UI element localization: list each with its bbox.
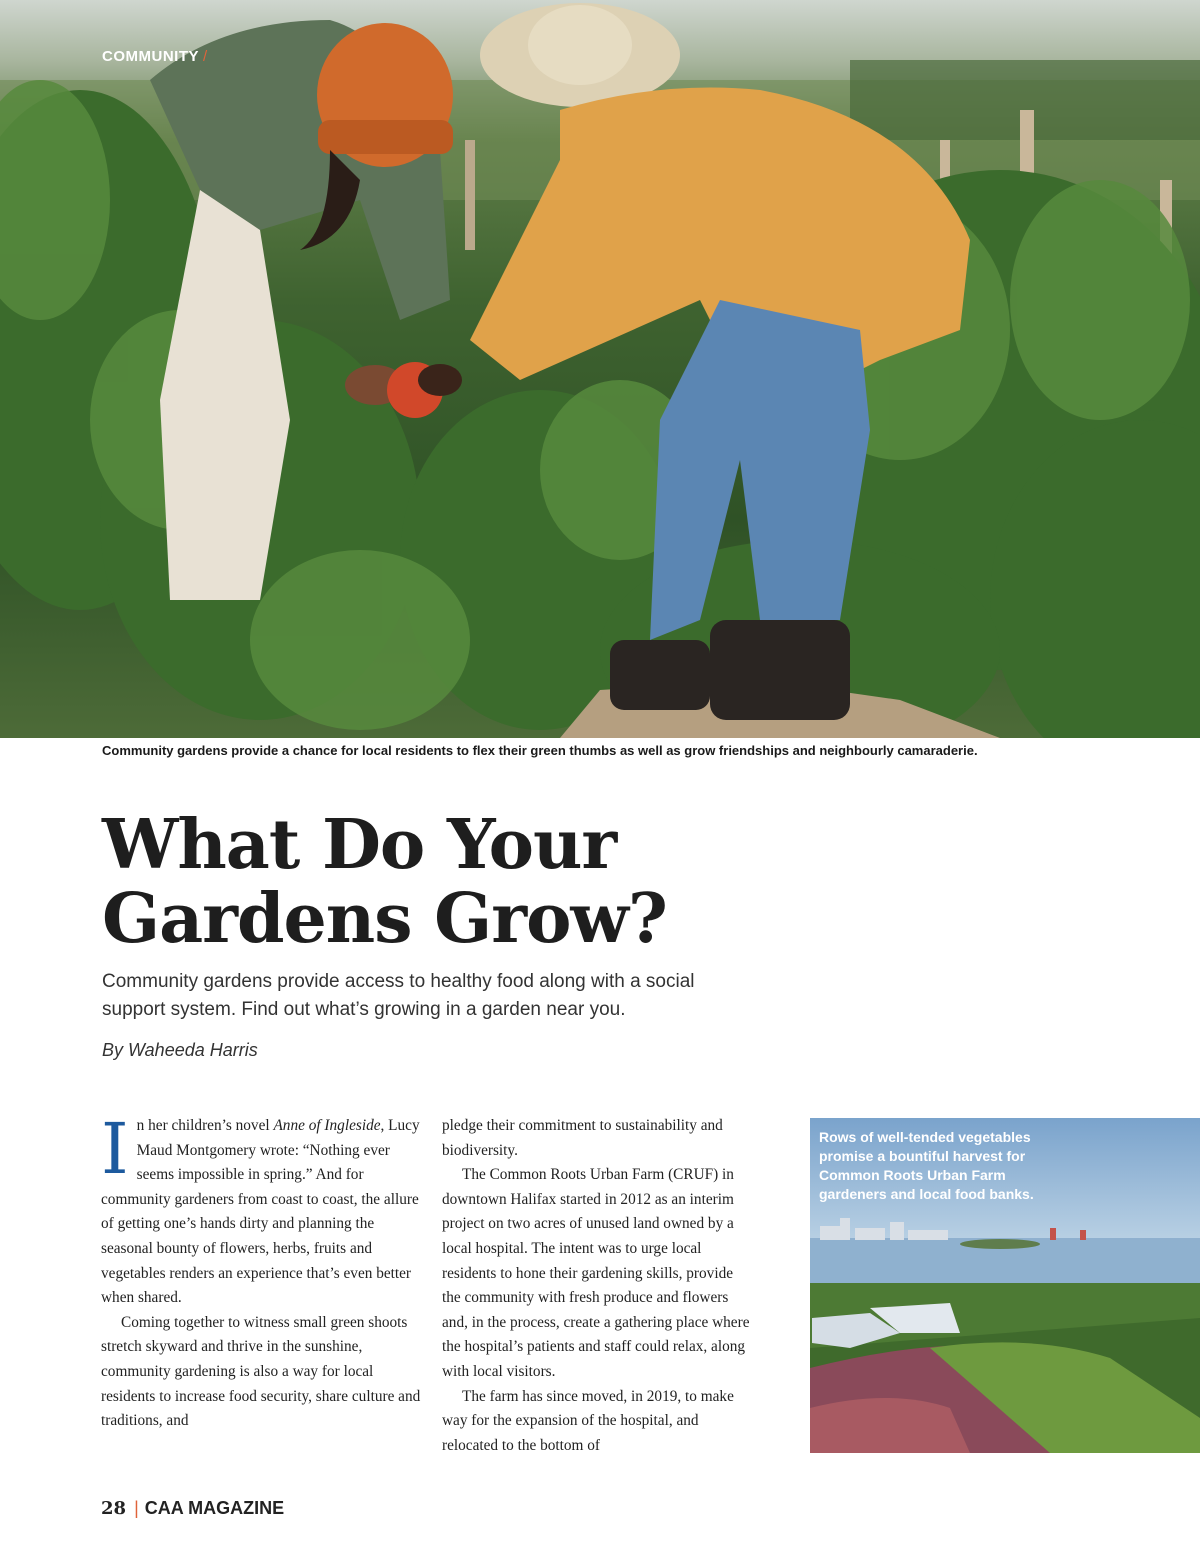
magazine-name: CAA MAGAZINE — [144, 1498, 285, 1518]
body-column-1 — [101, 1108, 421, 1434]
body-paragraph-4: The Common Roots Urban Farm (CRUF) in downtown Halifax started in 2012 as an interim project on two acres of unused land owned by a local hospital. The intent was to urge local residents to hone their gardening skills, provide the community with fresh produce and flowers and, in the process, create a gathering place where the hospital’s patients and staff could relax, along with local visitors. — [442, 1166, 750, 1380]
hero-caption: Community gardens provide a chance for local residents to flex their green thumbs as well as grow friendships and neighbourly camaraderie. — [102, 743, 978, 758]
section-separator: / — [203, 48, 208, 65]
article-title — [102, 805, 802, 959]
body-paragraph-1-start: n her children’s novel — [136, 1117, 274, 1134]
side-photo — [810, 1118, 1200, 1453]
article-title-line-2: Gardens Grow? — [102, 879, 667, 959]
hero-photo — [0, 0, 1200, 738]
page-folio — [101, 1498, 284, 1519]
article-byline[interactable]: By Waheeda Harris — [102, 1040, 258, 1060]
drop-cap: I — [101, 1108, 129, 1190]
body-column-2 — [442, 1114, 752, 1458]
article-title-line-1: What Do Your — [102, 805, 617, 885]
novel-title: Anne of Ingleside — [273, 1117, 381, 1134]
folio-separator: | — [134, 1498, 139, 1518]
body-paragraph-1-rest: , Lucy Maud Montgomery wrote: “Nothing ever seems impossible in spring.” And for community gardeners from coast to coast, the allure of getting one’s hands dirty and planning the seasonal bounty of flowers, herbs, fruits and vegetables renders an experience that’s even better when shared. — [101, 1117, 420, 1307]
hero-photo-illustration — [0, 0, 1200, 738]
section-tag[interactable] — [102, 48, 208, 65]
section-label: COMMUNITY — [102, 48, 199, 65]
page-number: 28 — [101, 1498, 127, 1519]
article-deck: Community gardens provide access to healthy food along with a social support system. Find out what’s growing in a garden near you. — [102, 971, 695, 1020]
body-paragraph-3: pledge their commitment to sustainability and biodiversity. — [442, 1117, 723, 1159]
body-paragraph-2: Coming together to witness small green shoots stretch skyward and thrive in the sunshine, community gardening is also a way for local residents to increase food security, share culture and traditions, and — [101, 1313, 421, 1430]
body-paragraph-1 — [101, 1108, 421, 1311]
side-photo-caption: Rows of well-tended vegetables promise a bountiful harvest for Common Roots Urban Farm gardeners and local food banks. — [819, 1129, 1034, 1202]
body-paragraph-5: The farm has since moved, in 2019, to make way for the expansion of the hospital, and relocated to the bottom of — [442, 1387, 734, 1454]
